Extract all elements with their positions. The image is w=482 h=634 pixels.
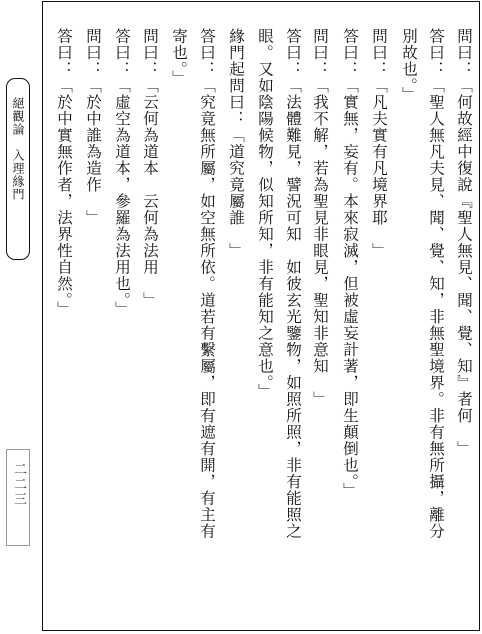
text-column-4: 問曰：「凡夫實有凡境界耶 」 <box>370 28 388 259</box>
text-column-14: 問曰：「於中誰為造作 」 <box>84 28 102 226</box>
text-column-9: 緣門起問曰：「道究竟屬誰 」 <box>227 28 245 259</box>
page-number: 二二三 <box>6 449 30 546</box>
text-column-1: 問曰：「何故經中復說『聖人無見、聞、覺、知』者何 」 <box>455 28 473 457</box>
text-column-7: 答曰：「法體難見，譬況可知 如彼玄光鑒物，如照所照，非有能照之 <box>284 28 302 540</box>
text-column-12: 問曰：「云何為道本 云何為法用 」 <box>141 28 159 309</box>
book-title-label: 絕觀論 入理緣門 <box>6 78 30 260</box>
text-column-8: 眼。又如陰陽候物，似知所知，非有能知之意也。」 <box>256 28 274 400</box>
text-column-2: 答曰：「聖人無凡夫見、聞、覺、知，非無聖境界。非有無所攝，離分 <box>427 28 445 540</box>
text-column-3: 別故也。」 <box>400 28 418 103</box>
text-column-10: 答曰：「究竟無所屬，如空無所依。道若有繫屬，即有遮有開，有主有 <box>198 28 216 540</box>
text-column-11: 寄也。」 <box>170 28 188 87</box>
text-column-15: 答曰：「於中實無作者，法界性自然。」 <box>55 28 73 318</box>
text-column-5: 答曰：「實無，妄有。本來寂滅，但被虛妄計著，即生顛倒也。」 <box>341 28 359 499</box>
text-column-6: 問曰：「我不解，若為聖見非眼見，聖知非意知 」 <box>311 28 329 408</box>
text-column-13: 答曰：「虛空為道本，參羅為法用也。」 <box>113 28 131 318</box>
